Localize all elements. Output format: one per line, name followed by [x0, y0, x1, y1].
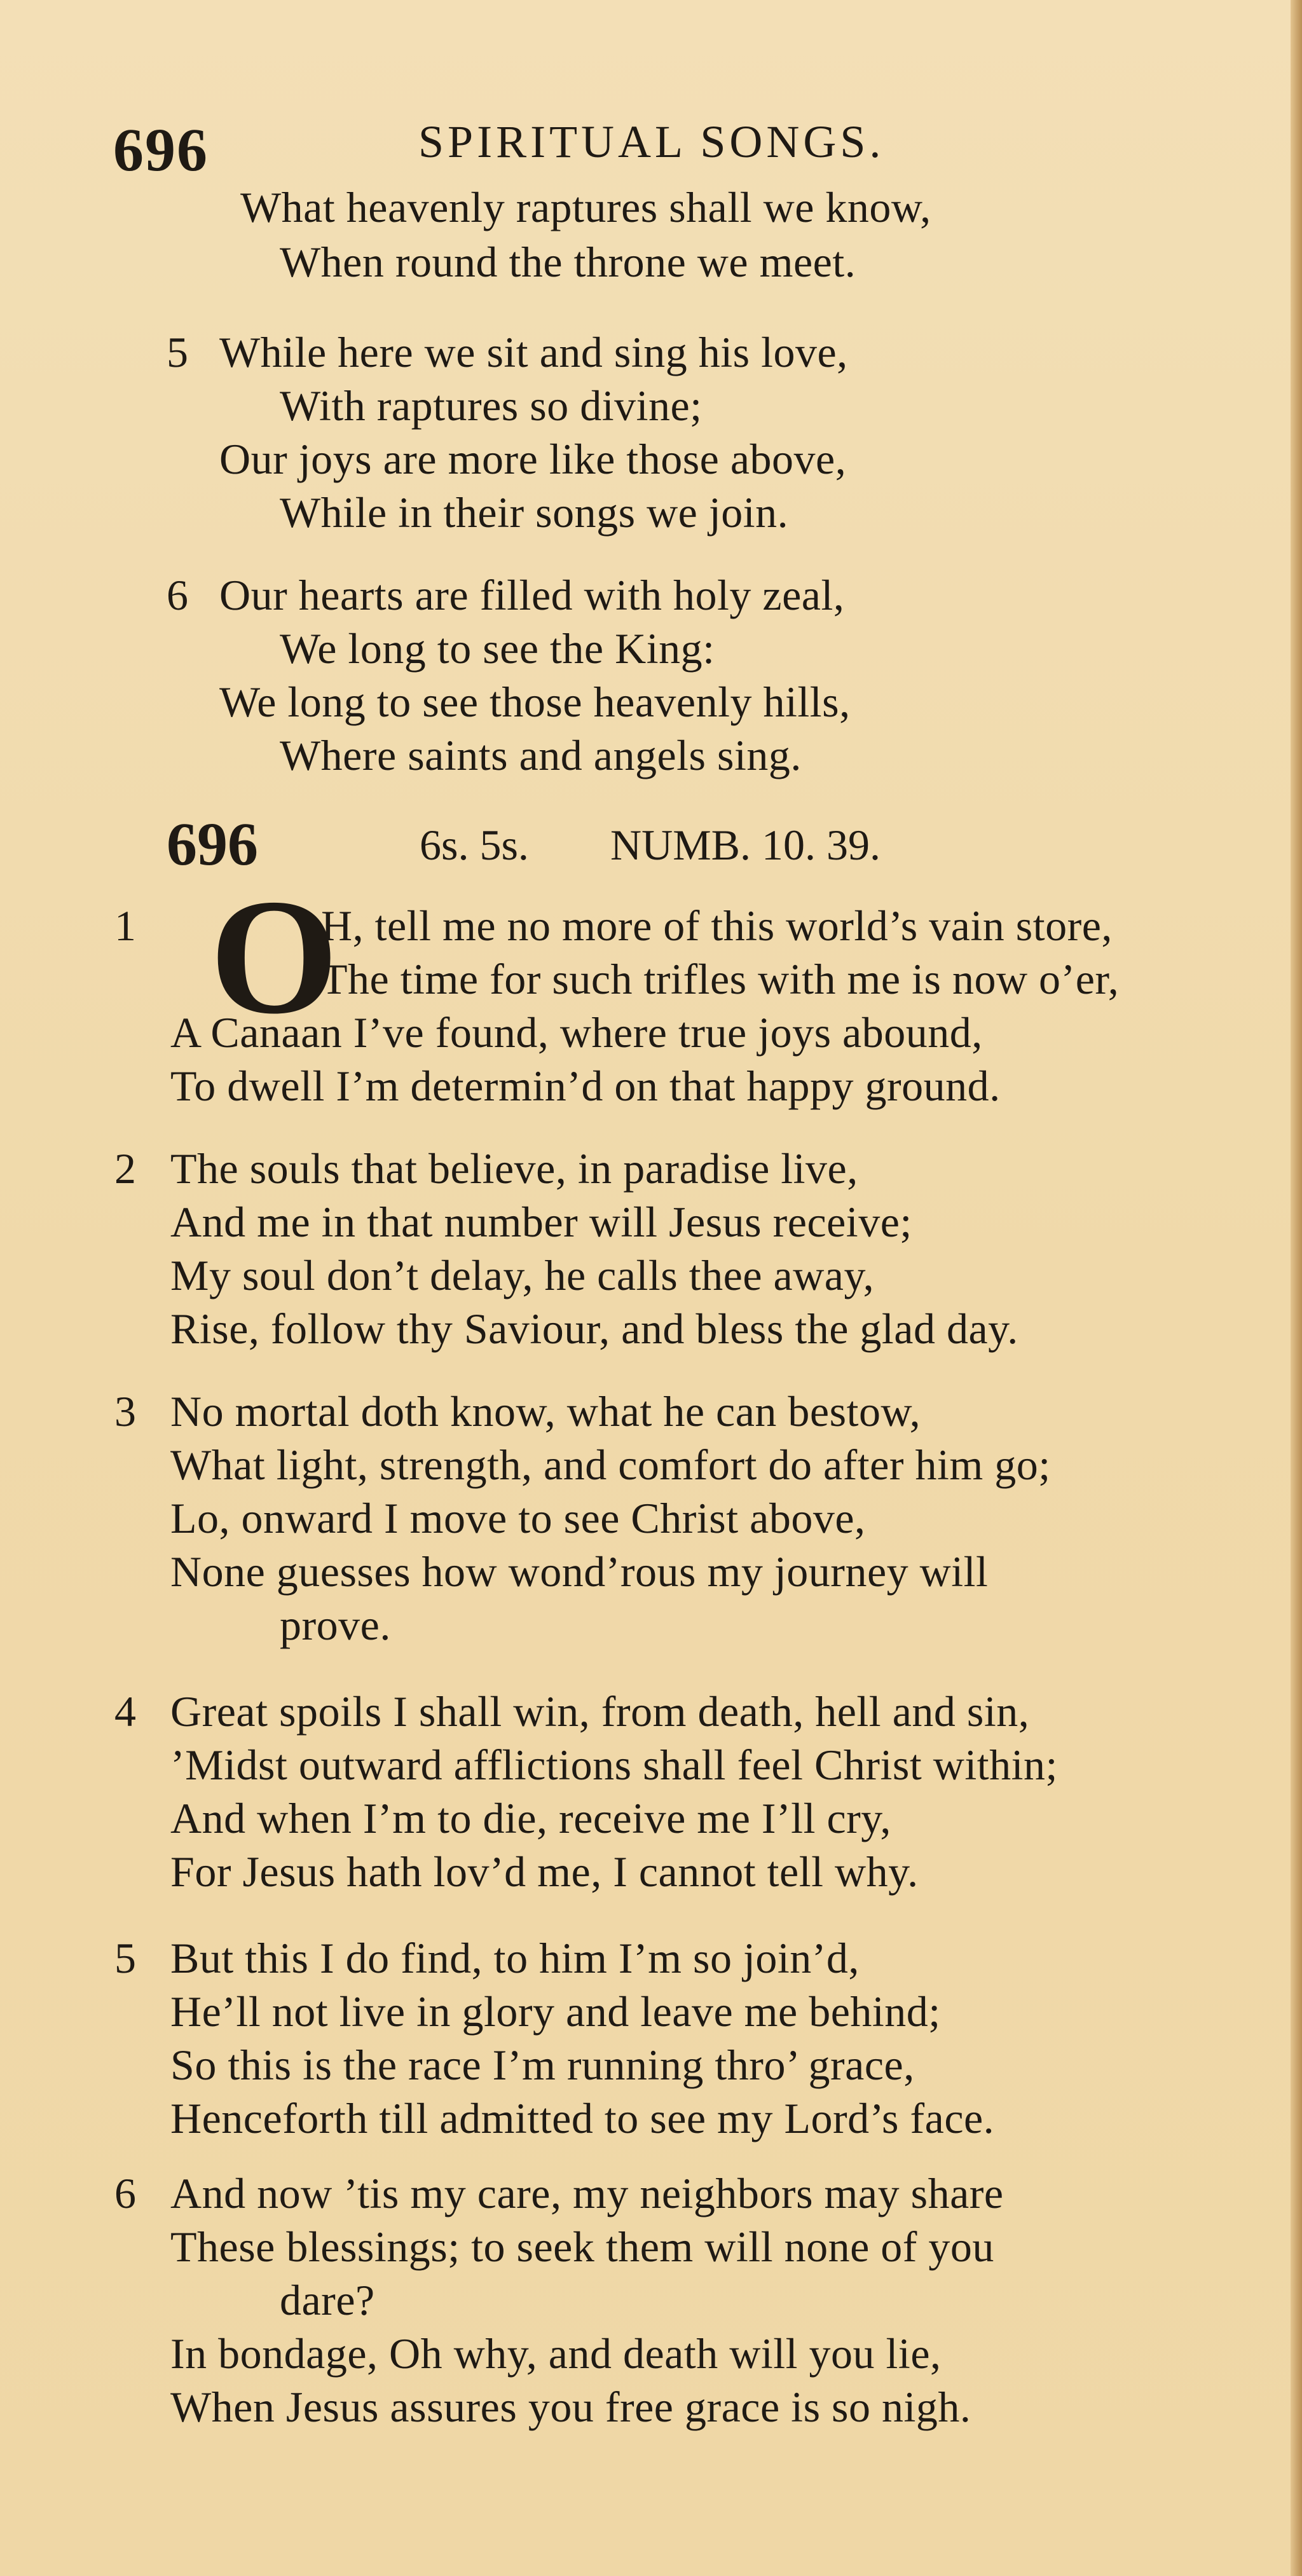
prev-stanza-6-line-2: We long to see the King:	[280, 624, 715, 673]
stanza-5-line-1: But this I do find, to him I’m so join’d,	[170, 1934, 860, 1982]
stanza-1-line-3: A Canaan I’ve found, where true joys abound,	[170, 1008, 983, 1057]
stanza-6-line-5: When Jesus assures you free grace is so nigh.	[170, 2383, 971, 2431]
hymn-meter: 6s. 5s.	[420, 821, 529, 869]
stanza-3-number: 3	[114, 1387, 136, 1435]
stanza-4-number: 4	[114, 1687, 136, 1736]
drop-cap: O	[210, 865, 339, 1048]
stanza-3-line-1: No mortal doth know, what he can bestow,	[170, 1387, 921, 1435]
prev-stanza-6-line-3: We long to see those heavenly hills,	[219, 678, 851, 726]
stanza-6-number: 6	[114, 2169, 136, 2217]
stanza-3-line-2: What light, strength, and comfort do after him go;	[170, 1441, 1051, 1489]
stanza-4-line-3: And when I’m to die, receive me I’ll cry,	[170, 1794, 891, 1842]
running-title: SPIRITUAL SONGS.	[418, 116, 885, 167]
prev-stanza-6-line-4: Where saints and angels sing.	[280, 731, 802, 779]
stanza-2-number: 2	[114, 1144, 136, 1193]
prev-stanza-6-number: 6	[167, 571, 188, 619]
stanza-6-line-2: These blessings; to seek them will none of you	[170, 2223, 994, 2271]
stanza-1-line-1: H, tell me no more of this world’s vain store,	[321, 901, 1113, 950]
page-number: 696	[113, 116, 209, 184]
prev-stanza-5-line-2: With raptures so divine;	[280, 381, 702, 430]
hymn-number: 696	[167, 810, 258, 878]
hymn-scripture-reference: NUMB. 10. 39.	[610, 821, 881, 869]
stanza-4-line-1: Great spoils I shall win, from death, hell and sin,	[170, 1687, 1030, 1736]
stanza-4-line-2: ’Midst outward afflictions shall feel Christ within;	[170, 1741, 1058, 1789]
stanza-2-line-1: The souls that believe, in paradise live,	[170, 1144, 858, 1193]
prev-stanza-6-line-1: Our hearts are filled with holy zeal,	[219, 571, 845, 619]
stanza-5-line-2: He’ll not live in glory and leave me behind;	[170, 1987, 941, 2036]
stanza-1-number: 1	[114, 901, 136, 950]
stanza-2-line-3: My soul don’t delay, he calls thee away,	[170, 1251, 875, 1299]
stanza-5-number: 5	[114, 1934, 136, 1982]
stanza-5-line-4: Henceforth till admitted to see my Lord’s face.	[170, 2094, 995, 2142]
prev-stanza-4-line-2: When round the throne we meet.	[280, 238, 856, 286]
stanza-3-line-4: None guesses how wond’rous my journey will	[170, 1547, 989, 1596]
stanza-2-line-4: Rise, follow thy Saviour, and bless the glad day.	[170, 1305, 1018, 1353]
prev-stanza-5-line-4: While in their songs we join.	[280, 488, 789, 537]
stanza-6-line-1: And now ’tis my care, my neighbors may share	[170, 2169, 1004, 2217]
stanza-4-line-4: For Jesus hath lov’d me, I cannot tell why.	[170, 1847, 919, 1896]
prev-stanza-5-line-3: Our joys are more like those above,	[219, 435, 847, 483]
stanza-6-line-4: In bondage, Oh why, and death will you lie,	[170, 2329, 942, 2378]
stanza-1-line-4: To dwell I’m determin’d on that happy ground.	[170, 1062, 1001, 1110]
stanza-2-line-2: And me in that number will Jesus receive;	[170, 1198, 912, 1246]
prev-stanza-4-line-1: What heavenly raptures shall we know,	[240, 183, 931, 231]
stanza-3-line-5: prove.	[280, 1601, 391, 1649]
prev-stanza-5-line-1: While here we sit and sing his love,	[219, 328, 848, 376]
prev-stanza-5-number: 5	[167, 328, 188, 376]
stanza-1-line-2: The time for such trifles with me is now o’er,	[321, 955, 1120, 1003]
stanza-3-line-3: Lo, onward I move to see Christ above,	[170, 1494, 866, 1542]
page-edge	[1291, 0, 1302, 2576]
stanza-5-line-3: So this is the race I’m running thro’ grace,	[170, 2041, 915, 2089]
stanza-6-line-3: dare?	[280, 2276, 375, 2324]
